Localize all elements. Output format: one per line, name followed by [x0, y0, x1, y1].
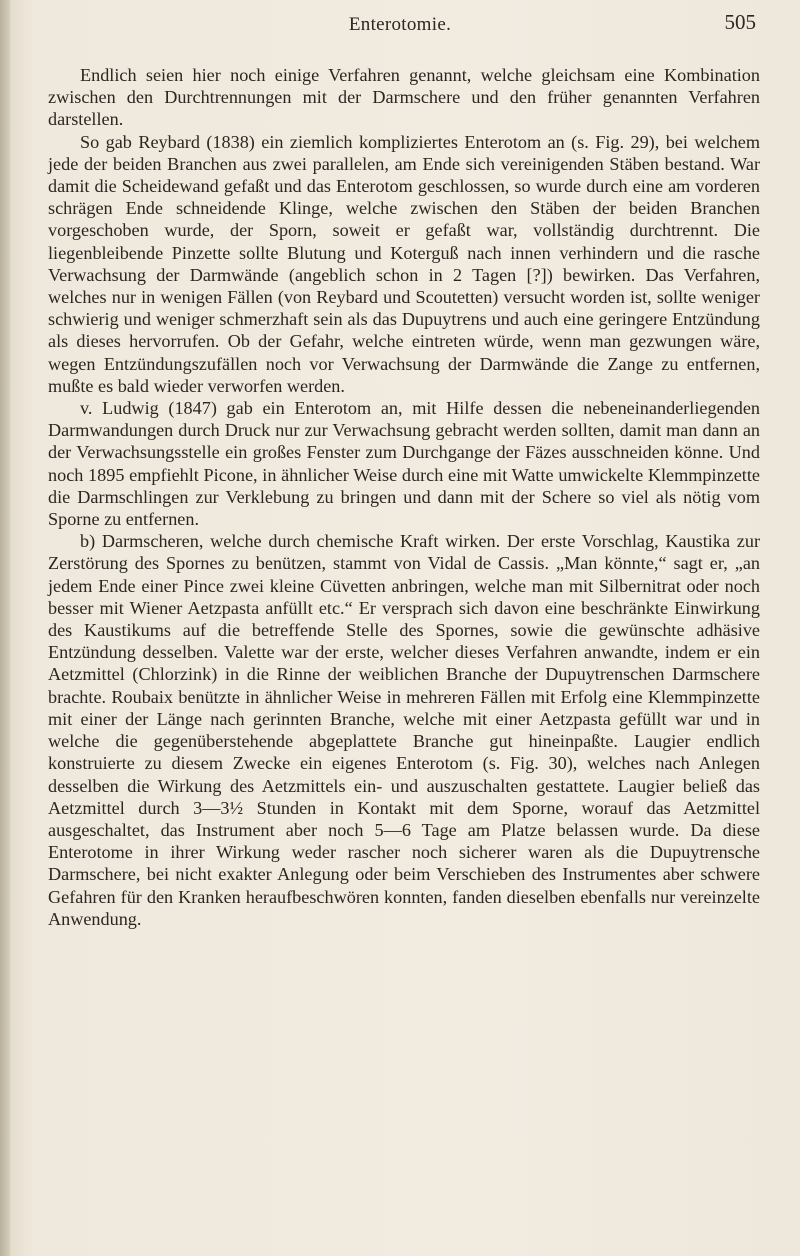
paragraph-intro: Endlich seien hier noch einige Verfahren genannt, welche gleichsam eine Kombination zwischen den Durchtrennungen mit der Darmschere und den früher genannten Verfahren darstellen. — [48, 65, 760, 130]
paragraph-reybard: So gab Reybard (1838) ein ziemlich kompliziertes Enterotom an (s. Fig. 29), bei welchem jede der beiden Branchen aus zwei parallelen, am Ende sich vereinigenden Stäben bestand. War damit die Scheidewand gefaßt und das Enterotom geschlossen, so wurde durch eine am vorderen schrägen Ende schneidende Klinge, welche zwischen den Stäben der beiden Branchen vorgeschoben wurde, der Sporn, soweit er gefaßt war, vollständig durchtrennt. Die liegenbleibende Pinzette sollte Blutung und Koterguß nach innen verhindern und die rasche Verwachsung der Darmwände (angeblich schon in 2 Tagen [?]) bewirken. Das Verfahren, welches nur in wenigen Fällen (von Reybard und Scoutetten) versucht worden ist, sollte weniger schwierig und weniger schmerzhaft sein als das Dupuytrens und auch eine geringere Entzündung als dieses hervorrufen. Ob der Gefahr, welche eintreten würde, wenn man gezwungen wäre, wegen Entzündungszufällen noch vor Verwachsung der Darmwände die Zange zu entfernen, mußte es bald wieder verworfen werden. — [48, 131, 760, 396]
book-spine-shadow — [0, 0, 10, 1256]
paragraph-ludwig: v. Ludwig (1847) gab ein Enterotom an, mit Hilfe dessen die nebeneinanderliegenden Darmwandungen durch Druck nur zur Verwachsung gebracht werden sollten, damit man dann an der Verwachsungsstelle ein großes Fenster zum Durchgange der Fäzes ausschneiden könne. Und noch 1895 empfiehlt Picone, in ähnlicher Weise durch eine mit Watte umwickelte Klemmpinzette die Darmschlingen zur Verklebung zu bringen und dann mit der Schere so viel als nötig vom Sporne zu entfernen. — [48, 398, 760, 530]
page-header — [0, 10, 800, 44]
body-text — [48, 64, 760, 930]
page-number: 505 — [724, 10, 756, 34]
paragraph-chemical-darmscheren: b) Darmscheren, welche durch chemische Kraft wirken. Der erste Vorschlag, Kaustika zur Zerstörung des Spornes zu benützen, stammt von Vidal de Cassis. „Man könnte,“ sagt er, „an jedem Ende einer Pince zwei kleine Cüvetten anbringen, welche man mit Silbernitrat oder noch besser mit Wiener Aetzpasta anfüllt etc.“ Er versprach sich davon eine beschränkte Einwirkung des Kaustikums auf die betreffende Stelle des Spornes, sowie die gewünschte adhäsive Entzündung desselben. Valette war der erste, welcher dieses Verfahren anwandte, indem er ein Aetzmittel (Chlorzink) in die Rinne der weiblichen Branche der Dupuytrenschen Darmschere brachte. Roubaix benützte in ähnlicher Weise in mehreren Fällen mit Erfolg eine Klemmpinzette mit einer der Länge nach gerinnten Branche, welche mit einer Aetzpasta gefüllt war und in welche die gegenüberstehende abgeplattete Branche gut hineinpaßte. Laugier endlich konstruierte zu diesem Zwecke ein eigenes Enterotom (s. Fig. 30), welches nach Anlegen desselben die Wirkung des Aetzmittels ein- und auszuschalten gestattete. Laugier beließ das Aetzmittel durch 3—3½ Stunden in Kontakt mit dem Sporne, worauf das Aetzmittel ausgeschaltet, das Instrument aber noch 5—6 Tage am Platze belassen wurde. Da diese Enterotome in ihrer Wirkung weder rascher noch sicherer waren als die Dupuytrensche Darmschere, bei nicht exakter Anlegung oder beim Verschieben des Instrumentes aber schwere Gefahren für den Kranken heraufbeschwören konnten, fanden dieselben ebenfalls nur vereinzelte Anwendung. — [48, 531, 760, 929]
running-head: Enterotomie. — [348, 14, 452, 35]
